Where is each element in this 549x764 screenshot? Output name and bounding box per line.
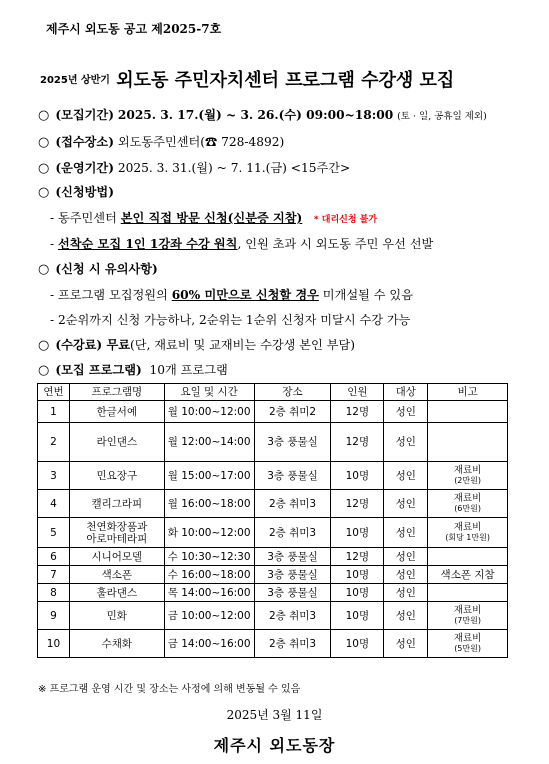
bullet-circle-icon: ○ xyxy=(38,338,50,353)
cell-note xyxy=(428,401,508,423)
caution-1-pre: - 프로그램 모집정원의 xyxy=(50,288,172,302)
cell-place: 3층 풍물실 xyxy=(254,584,331,602)
cell-name: 한글서예 xyxy=(69,401,164,423)
method-2-bold: 선착순 모집 1인 1강좌 수강 원칙 xyxy=(58,237,238,251)
note-line-2: (5만원) xyxy=(454,643,481,653)
header-name: 프로그램명 xyxy=(69,384,164,401)
table-row xyxy=(38,630,508,658)
cell-target: 성인 xyxy=(384,566,428,584)
cell-capacity: 12명 xyxy=(331,490,384,518)
recruit-period-line xyxy=(38,106,487,123)
method-item-1 xyxy=(50,209,377,226)
name-line-2: 아로마테라피 xyxy=(86,532,148,545)
cell-place: 2층 취미2 xyxy=(254,401,331,423)
cell-capacity: 10명 xyxy=(331,566,384,584)
cell-place: 2층 취미3 xyxy=(254,630,331,658)
cell-target: 성인 xyxy=(384,490,428,518)
cell-no: 1 xyxy=(38,401,70,423)
cell-note xyxy=(428,548,508,566)
cell-capacity: 12명 xyxy=(331,401,384,423)
cell-capacity: 12명 xyxy=(331,548,384,566)
cell-no: 8 xyxy=(38,584,70,602)
note-line-1: 재료비 xyxy=(453,492,482,504)
table-row xyxy=(38,401,508,423)
cell-name: 색소폰 xyxy=(69,566,164,584)
cell-time: 금 14:00~16:00 xyxy=(164,630,254,658)
notice-date: 2025년 3월 11일 xyxy=(226,708,323,722)
fee-label: (수강료) 무료 xyxy=(55,338,130,352)
header-no: 연번 xyxy=(38,384,70,401)
cell-target: 성인 xyxy=(384,462,428,490)
table-row xyxy=(38,548,508,566)
cell-target: 성인 xyxy=(384,630,428,658)
cell-note xyxy=(428,584,508,602)
cell-name: 훌라댄스 xyxy=(69,584,164,602)
cell-no: 9 xyxy=(38,602,70,630)
cell-capacity: 10명 xyxy=(331,584,384,602)
cell-no: 4 xyxy=(38,490,70,518)
caution-label: (신청 시 유의사항) xyxy=(55,262,158,276)
cell-name: 라인댄스 xyxy=(69,423,164,462)
cell-time: 화 10:00~12:00 xyxy=(164,518,254,548)
cell-name: 캘리그라피 xyxy=(69,490,164,518)
method-2-post: , 인원 초과 시 외도동 주민 우선 선발 xyxy=(237,237,434,251)
cell-time: 목 14:00~16:00 xyxy=(164,584,254,602)
cell-no: 7 xyxy=(38,566,70,584)
program-count: 10개 프로그램 xyxy=(149,363,228,377)
bullet-circle-icon: ○ xyxy=(38,262,50,277)
cell-target: 성인 xyxy=(384,584,428,602)
cell-name: 민요장구 xyxy=(69,462,164,490)
method-item-2 xyxy=(50,235,433,252)
bullet-circle-icon: ○ xyxy=(38,363,50,378)
header-place: 장소 xyxy=(254,384,331,401)
cell-capacity: 10명 xyxy=(331,602,384,630)
cell-time: 수 16:00~18:00 xyxy=(164,566,254,584)
note-line-2: (7만원) xyxy=(454,615,481,625)
recruit-note: (토 · 일, 공휴일 제외) xyxy=(397,111,487,122)
place-line xyxy=(38,133,284,150)
cell-target: 성인 xyxy=(384,518,428,548)
bullet-circle-icon: ○ xyxy=(38,108,50,123)
cell-place: 2층 취미3 xyxy=(254,490,331,518)
caution-item-2: - 2순위까지 신청 가능하나, 2순위는 1순위 신청자 미달시 수강 가능 xyxy=(50,313,411,327)
header-note: 비고 xyxy=(428,384,508,401)
cell-note xyxy=(428,630,508,658)
note-line-2: (2만원) xyxy=(454,475,481,485)
issuing-organization: 제주시 외도동장 xyxy=(213,736,336,755)
cell-note: 색소폰 지참 xyxy=(428,566,508,584)
name-line-1: 천연화장품과 xyxy=(86,520,148,533)
program-label: (모집 프로그램) xyxy=(55,363,142,377)
cell-no: 3 xyxy=(38,462,70,490)
cell-time: 월 16:00~18:00 xyxy=(164,490,254,518)
note-line-2: (회당 1만원) xyxy=(445,532,490,542)
cell-capacity: 10명 xyxy=(331,462,384,490)
bullet-circle-icon: ○ xyxy=(38,135,50,150)
method-2-pre: - xyxy=(50,237,58,251)
cell-note xyxy=(428,462,508,490)
place-label: (접수장소) xyxy=(55,135,114,149)
cell-no: 6 xyxy=(38,548,70,566)
cell-no: 10 xyxy=(38,630,70,658)
bullet-circle-icon: ○ xyxy=(38,185,50,200)
title-main: 외도동 주민자치센터 프로그램 수강생 모집 xyxy=(116,70,455,91)
fee-line xyxy=(38,336,355,353)
fee-note: (단, 재료비 및 교재비는 수강생 본인 부담) xyxy=(130,338,355,352)
table-header-row xyxy=(38,384,508,401)
cell-time: 금 10:00~12:00 xyxy=(164,602,254,630)
table-row xyxy=(38,584,508,602)
recruit-label: (모집기간) xyxy=(55,108,114,122)
caution-1-bold: 60% 미만으로 신청할 경우 xyxy=(171,288,319,302)
method-1-bold: 본인 직접 방문 신청(신분증 지참) xyxy=(120,211,303,225)
note-line-1: 재료비 xyxy=(453,521,482,533)
table-row xyxy=(38,462,508,490)
cell-time: 월 10:00~12:00 xyxy=(164,401,254,423)
table-row xyxy=(38,423,508,462)
period-value: 2025. 3. 31.(월) ~ 7. 11.(금) <15주간> xyxy=(117,161,351,175)
caution-item-1 xyxy=(50,286,413,303)
method-line xyxy=(38,183,114,200)
page-title xyxy=(40,66,454,92)
header-target: 대상 xyxy=(384,384,428,401)
cell-name: 수채화 xyxy=(69,630,164,658)
title-prefix: 2025년 상반기 xyxy=(40,75,110,86)
cell-place: 2층 취미3 xyxy=(254,602,331,630)
operation-period-line xyxy=(38,159,350,176)
cell-time: 월 15:00~17:00 xyxy=(164,462,254,490)
cell-note xyxy=(428,490,508,518)
cell-target: 성인 xyxy=(384,602,428,630)
cell-place: 3층 풍물실 xyxy=(254,548,331,566)
table-row xyxy=(38,518,508,548)
recruit-value: 2025. 3. 17.(월) ~ 3. 26.(수) 09:00~18:00 xyxy=(117,108,394,122)
cell-capacity: 12명 xyxy=(331,423,384,462)
note-line-1: 재료비 xyxy=(453,604,482,616)
program-table xyxy=(37,383,508,658)
notice-number: 제주시 외도동 공고 제2025-7호 xyxy=(46,22,222,36)
cell-place: 3층 풍물실 xyxy=(254,423,331,462)
cell-note xyxy=(428,602,508,630)
cell-time: 월 12:00~14:00 xyxy=(164,423,254,462)
cell-capacity: 10명 xyxy=(331,518,384,548)
period-label: (운영기간) xyxy=(55,161,114,175)
header-capacity: 인원 xyxy=(331,384,384,401)
method-label: (신청방법) xyxy=(55,185,114,199)
cell-place: 3층 풍물실 xyxy=(254,566,331,584)
caution-line xyxy=(38,260,158,277)
cell-capacity: 10명 xyxy=(331,630,384,658)
cell-target: 성인 xyxy=(384,548,428,566)
cell-note xyxy=(428,518,508,548)
cell-no: 5 xyxy=(38,518,70,548)
cell-name: 시니어모델 xyxy=(69,548,164,566)
cell-name: 민화 xyxy=(69,602,164,630)
cell-place: 2층 취미3 xyxy=(254,518,331,548)
table-row xyxy=(38,566,508,584)
place-value: 외도동주민센터(☎ 728-4892) xyxy=(117,135,285,149)
cell-target: 성인 xyxy=(384,401,428,423)
cell-target: 성인 xyxy=(384,423,428,462)
cell-time: 수 10:30~12:30 xyxy=(164,548,254,566)
bullet-circle-icon: ○ xyxy=(38,161,50,176)
note-line-1: 재료비 xyxy=(453,464,482,476)
program-line xyxy=(38,361,228,378)
cell-no: 2 xyxy=(38,423,70,462)
header-time: 요일 및 시간 xyxy=(164,384,254,401)
cell-place: 3층 풍물실 xyxy=(254,462,331,490)
table-row xyxy=(38,602,508,630)
note-line-1: 재료비 xyxy=(453,632,482,644)
cell-name xyxy=(69,518,164,548)
table-row xyxy=(38,490,508,518)
note-line-2: (6만원) xyxy=(454,503,481,513)
method-1-pre: - 동주민센터 xyxy=(50,211,121,225)
method-1-note: * 대리신청 불가 xyxy=(313,215,378,225)
cell-note xyxy=(428,423,508,462)
footnote: ※ 프로그램 운영 시간 및 장소는 사정에 의해 변동될 수 있음 xyxy=(38,684,301,695)
caution-1-post: 미개설될 수 있음 xyxy=(318,288,413,302)
